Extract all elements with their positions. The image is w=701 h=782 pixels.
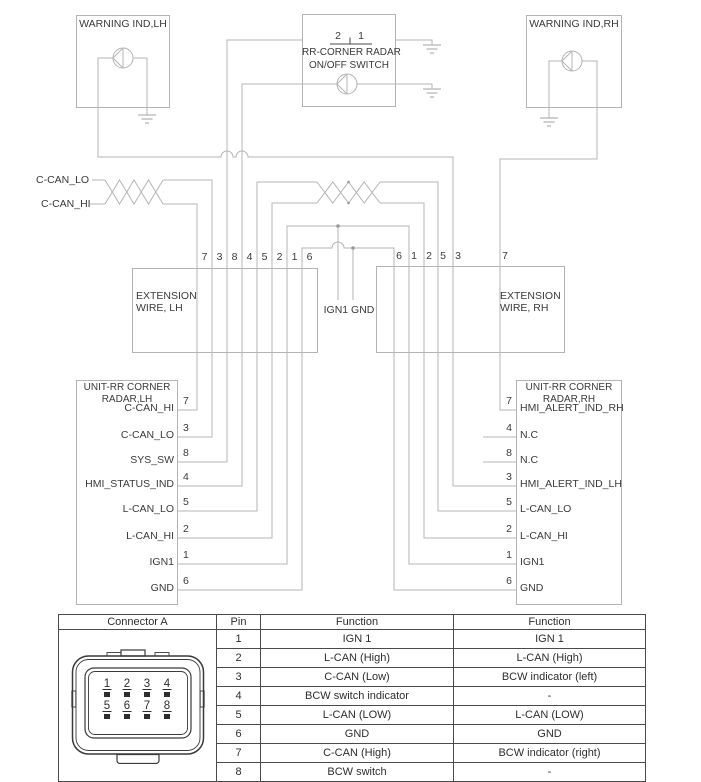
unit-rh-title-line2: RADAR,RH	[542, 393, 596, 405]
twisted-pair-ccan-icon	[105, 180, 163, 204]
pin-cell: 2	[217, 649, 261, 668]
unit-rh-pin-label: 2	[506, 523, 512, 535]
ext-rh-title-line2: WIRE, RH	[500, 301, 549, 314]
function2-header: Function	[454, 615, 646, 630]
switch-pin-1-label: 1	[358, 30, 364, 42]
unit-rh-signal-label: L-CAN_LO	[520, 503, 572, 515]
ext-lh-pin-label: 7	[201, 251, 208, 263]
function1-cell: C-CAN (High)	[261, 744, 454, 763]
switch-lamp-icon	[337, 74, 357, 94]
wire-warn-rh-ground	[549, 61, 562, 118]
connector-pin-numbers	[103, 678, 170, 712]
ext-rh-pin-label: 7	[502, 250, 508, 262]
ext-lh-pin-label: 2	[276, 251, 283, 263]
wire-switch-ground-2	[357, 84, 432, 89]
wire-hmi-alert-ind-lh	[98, 58, 516, 486]
ext-rh-pin-label: 6	[396, 250, 402, 262]
pin-cell: 7	[217, 744, 261, 763]
unit-rh-signal-label: N.C	[520, 429, 539, 441]
table-header-row	[59, 615, 646, 630]
unit-lh-pin-label: 5	[183, 496, 189, 508]
function1-cell: GND	[261, 725, 454, 744]
unit-rh-pin-label: 5	[506, 496, 512, 508]
connector-pin-label: 2	[123, 677, 130, 690]
function1-cell: L-CAN (LOW)	[261, 706, 454, 725]
warn-rh-lamp-icon	[562, 51, 582, 71]
warning-rh-label: WARNING IND,RH	[529, 18, 619, 30]
pin-cell: 5	[217, 706, 261, 725]
connector-a-icon	[71, 648, 205, 764]
ccan-lo-label: C-CAN_LO	[36, 174, 90, 186]
unit-lh-signal-label: SYS_SW	[130, 454, 174, 466]
ext-lh-pin-label: 1	[291, 251, 298, 263]
unit-lh-signal-label: GND	[150, 582, 174, 594]
unit-rh-title-line1: UNIT-RR CORNER	[525, 382, 613, 393]
connector-pin-slots	[104, 692, 170, 719]
function2-cell: BCW indicator (right)	[454, 744, 646, 763]
unit-rh-signal-label: IGN1	[520, 556, 545, 568]
unit-lh-pin-label: 8	[183, 447, 189, 459]
ext-rh-pin-label: 2	[426, 250, 432, 262]
function2-cell: -	[454, 763, 646, 782]
ext-lh-pin-label: 8	[231, 251, 238, 263]
unit-radar-rh-box	[517, 381, 622, 605]
connector-pin-table	[58, 614, 646, 782]
connector-pin-label: 3	[143, 677, 150, 690]
function2-cell: L-CAN (High)	[454, 649, 646, 668]
pin-cell: 3	[217, 668, 261, 687]
unit-lh-signal-label: L-CAN_HI	[126, 530, 174, 542]
unit-lh-pin-label: 4	[183, 471, 189, 483]
ext-rh-title	[500, 291, 561, 314]
wire-ign1	[178, 226, 516, 564]
ext-lh-title	[136, 291, 197, 314]
switch-pin-2-label: 2	[335, 30, 341, 42]
ext-lh-pin-label: 5	[261, 251, 268, 263]
unit-rh-pin-label: 7	[506, 395, 512, 407]
warn-lh-lamp-icon	[113, 48, 133, 68]
ext-lh-pin-label: 6	[306, 251, 313, 263]
function1-cell: BCW switch	[261, 763, 454, 782]
function1-cell: L-CAN (High)	[261, 649, 454, 668]
function2-cell: GND	[454, 725, 646, 744]
unit-rh-pin-label: 3	[506, 471, 512, 483]
unit-lh-pin-label: 6	[183, 575, 189, 587]
ext-lh-title-line2: WIRE, LH	[136, 301, 183, 314]
unit-rh-signal-label: HMI_ALERT_IND_RH	[520, 402, 624, 414]
connector-drawing-cell	[59, 630, 217, 782]
function2-cell: IGN 1	[454, 630, 646, 649]
pin-cell: 8	[217, 763, 261, 782]
pin-cell: 6	[217, 725, 261, 744]
switch-title-line1: RR-CORNER RADAR	[302, 47, 401, 58]
function2-cell: -	[454, 687, 646, 706]
wire-lcan-lo	[178, 182, 516, 511]
unit-lh-pin-label: 3	[183, 422, 189, 434]
connector-pin-label: 7	[143, 699, 150, 712]
connector-pin-label: 1	[103, 677, 110, 690]
connector-pin-underlines	[102, 689, 171, 711]
ext-rh-title-line1: EXTENSION	[500, 290, 561, 302]
ground-icon	[423, 45, 441, 53]
wire-warn-lh-ground	[133, 58, 147, 115]
connector-pin-label: 8	[163, 699, 170, 712]
pin-cell: 1	[217, 630, 261, 649]
ext-lh-pin-label: 3	[216, 251, 223, 263]
unit-lh-signal-label: L-CAN_LO	[122, 503, 174, 515]
wire-ign1-gnd-stubs	[338, 226, 353, 300]
ext-rh-pin-label: 3	[455, 250, 461, 262]
ccan-hi-label: C-CAN_HI	[41, 198, 91, 210]
ext-lh-pin-label: 4	[246, 251, 253, 263]
connector-pin-label: 5	[103, 699, 110, 712]
function2-cell: L-CAN (LOW)	[454, 706, 646, 725]
unit-rh-signal-label: GND	[520, 582, 544, 594]
wire-switch-ground-1	[396, 40, 432, 45]
unit-radar-lh-box	[77, 381, 178, 605]
function1-header: Function	[261, 615, 454, 630]
unit-rh-pin-label: 8	[506, 447, 512, 459]
warning-lh-label: WARNING IND,LH	[79, 18, 167, 30]
connector-pin-label: 6	[123, 699, 130, 712]
unit-lh-signal-label: C-CAN_HI	[124, 402, 174, 414]
unit-lh-pin-label: 7	[183, 395, 189, 407]
twisted-pair-lcan-icon	[317, 182, 380, 203]
function1-cell: C-CAN (Low)	[261, 668, 454, 687]
function1-cell: BCW switch indicator	[261, 687, 454, 706]
unit-lh-signal-label: C-CAN_LO	[120, 429, 174, 441]
unit-lh-signal-label: HMI_STATUS_IND	[85, 478, 174, 490]
unit-lh-pin-label: 1	[183, 549, 189, 561]
unit-rh-pin-label: 4	[506, 422, 512, 434]
ground-icon	[138, 115, 156, 123]
ext-rh-pin-label: 5	[440, 250, 446, 262]
unit-rh-signal-label: N.C	[520, 454, 539, 466]
pin-cell: 4	[217, 687, 261, 706]
ground-icon	[540, 118, 558, 126]
pin-header: Pin	[217, 615, 261, 630]
connector-a-header: Connector A	[59, 615, 217, 630]
unit-lh-pin-label: 2	[183, 523, 189, 535]
unit-lh-title-line1: UNIT-RR CORNER	[83, 382, 171, 393]
unit-lh-signal-label: IGN1	[149, 556, 174, 568]
unit-rh-pin-label: 1	[506, 549, 512, 561]
function1-cell: IGN 1	[261, 630, 454, 649]
ext-rh-pin-label: 1	[411, 250, 417, 262]
table-row	[59, 630, 646, 649]
switch-title-line2: ON/OFF SWITCH	[309, 60, 389, 71]
ext-lh-title-line1: EXTENSION	[136, 290, 197, 302]
ground-icon	[423, 89, 441, 97]
unit-rh-signal-label: L-CAN_HI	[520, 530, 568, 542]
unit-lh-title-line2: RADAR,LH	[101, 393, 153, 405]
unit-rh-signal-label: HMI_ALERT_IND_LH	[520, 478, 622, 490]
function2-cell: BCW indicator (left)	[454, 668, 646, 687]
ign1-gnd-label: IGN1 GND	[323, 304, 375, 316]
unit-rh-pin-label: 6	[506, 575, 512, 587]
connector-pin-label: 4	[163, 677, 170, 690]
